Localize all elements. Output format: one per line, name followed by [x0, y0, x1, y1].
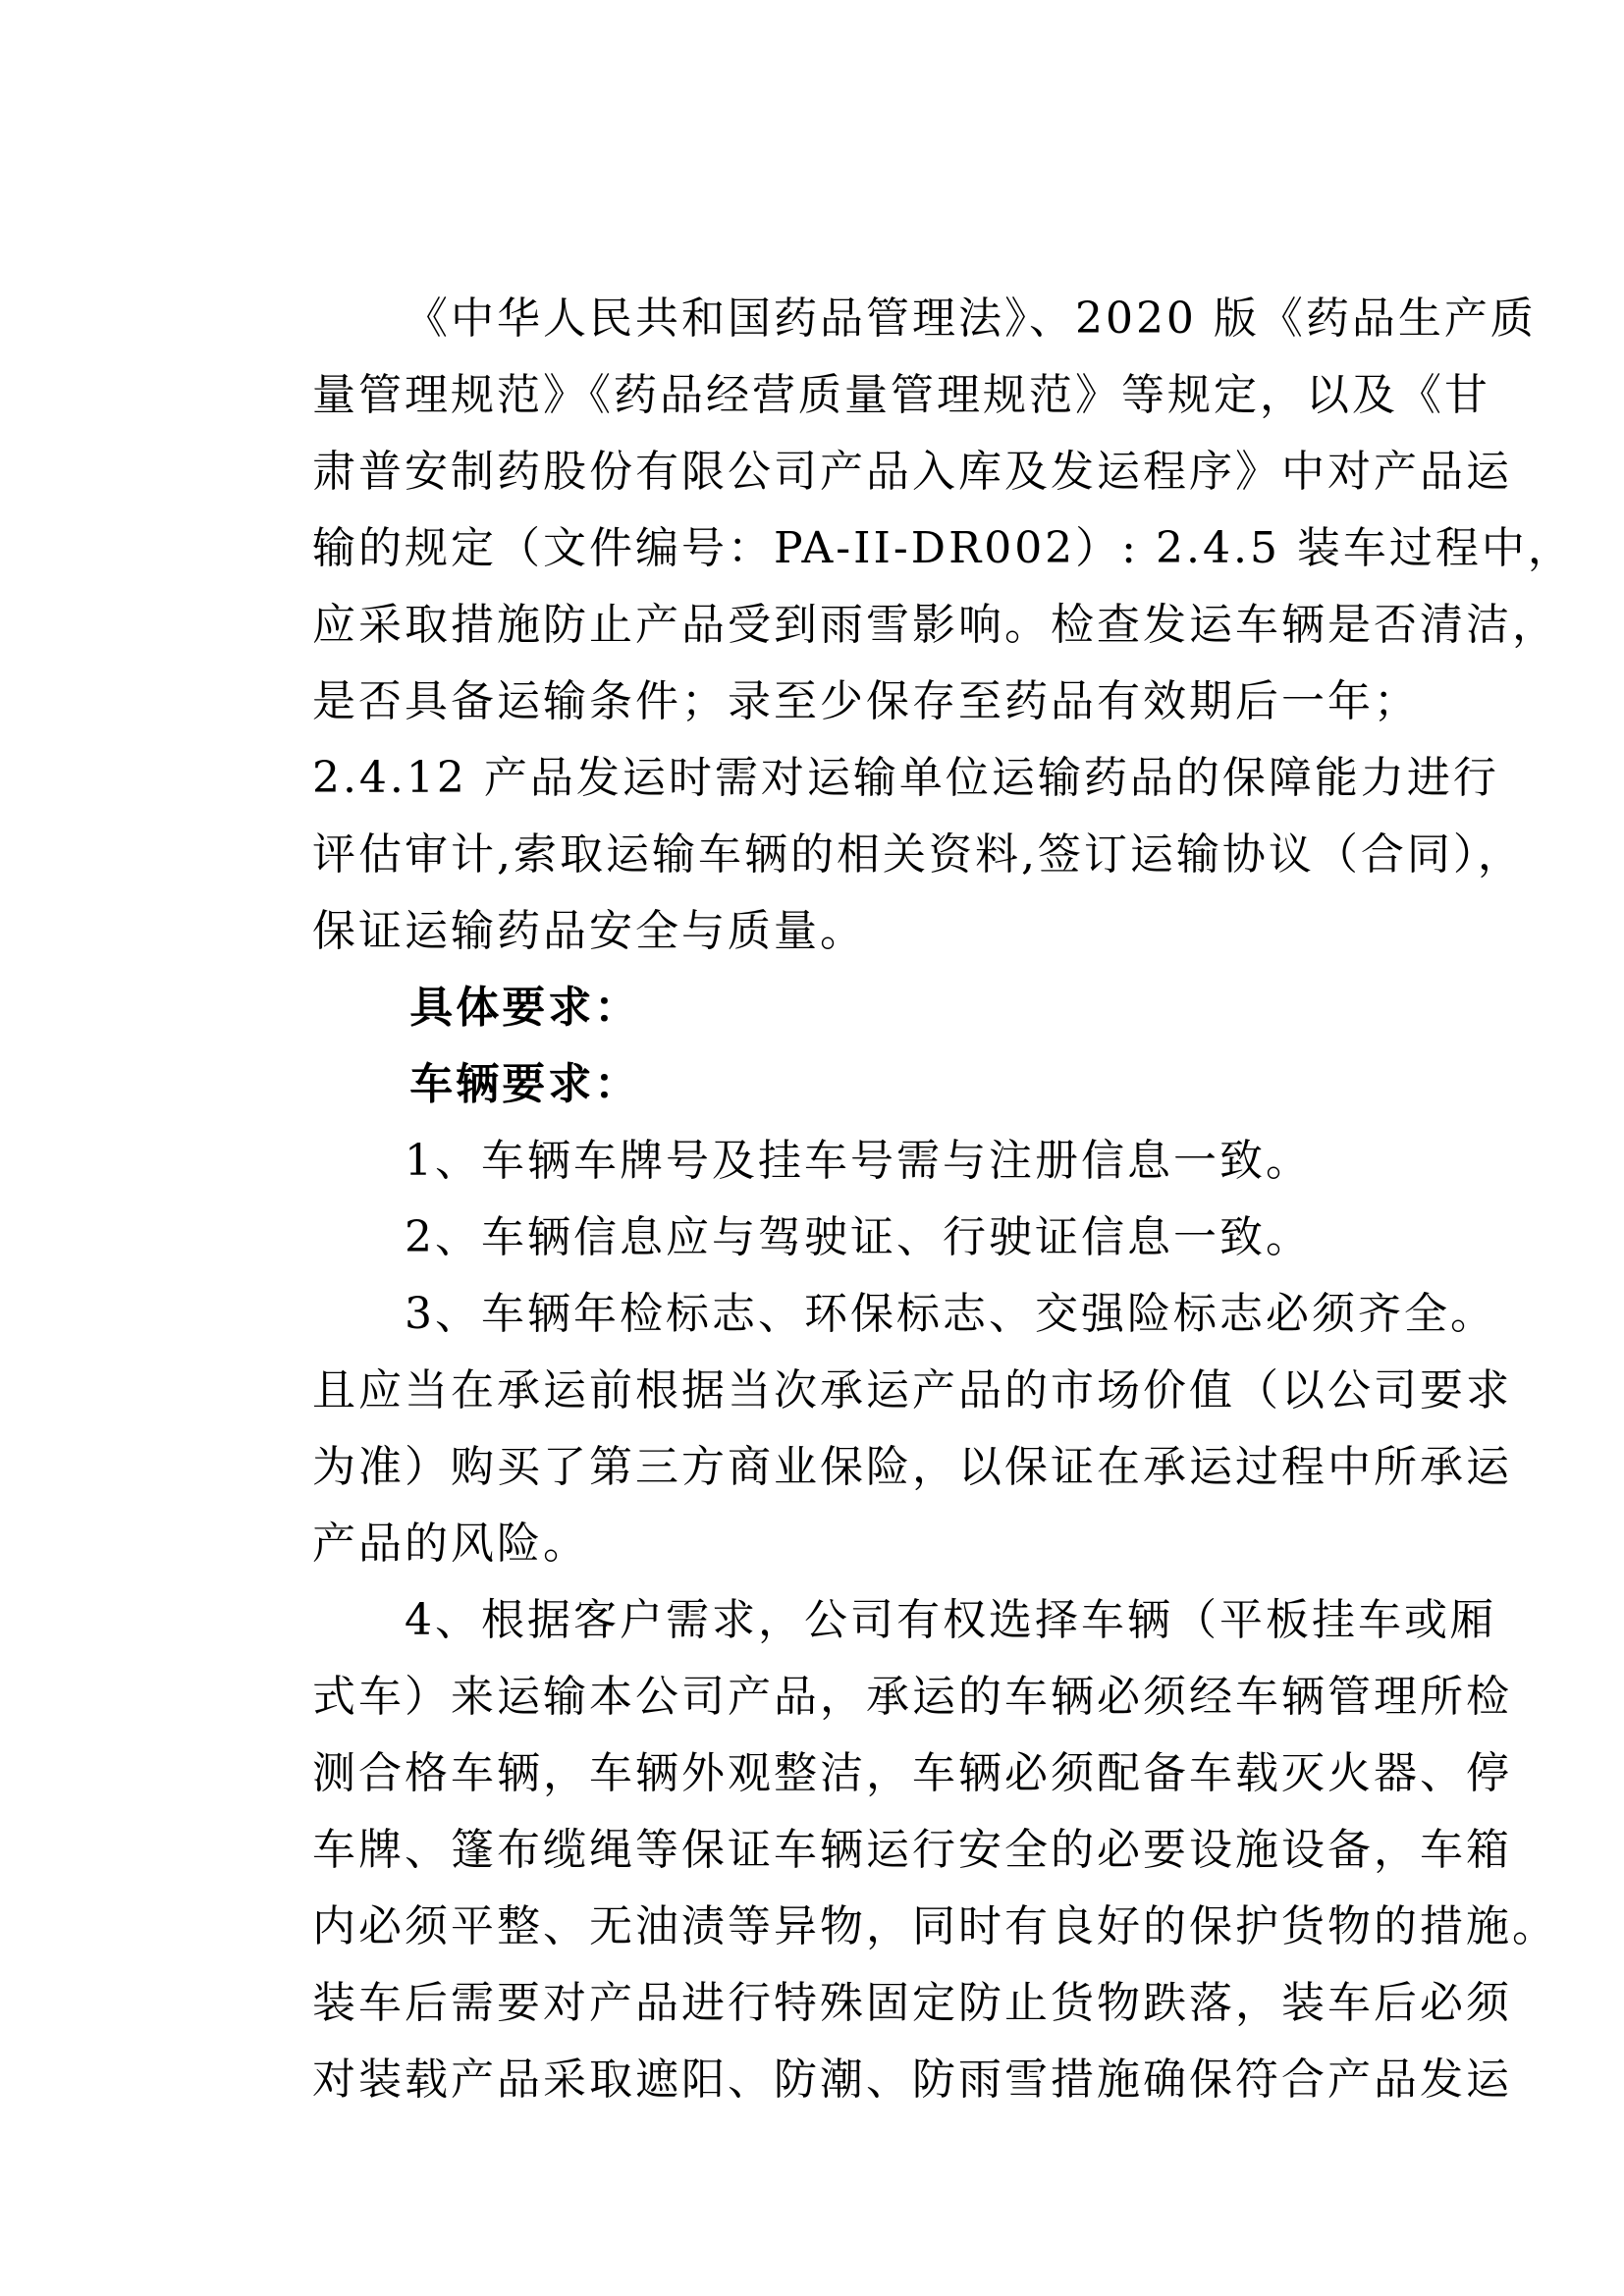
text-line-content: 式车）来运输本公司产品，承运的车辆必须经车辆管理所检 — [311, 1672, 1512, 1722]
text-line-content: 1、车辆车牌号及挂车号需与注册信息一致。 — [404, 1136, 1312, 1186]
text-line-content: 量管理规范》《药品经营质量管理规范》等规定，以及《甘 — [311, 370, 1490, 420]
text-line-content: 为准）购买了第三方商业保险，以保证在承运过程中所承运 — [311, 1442, 1512, 1492]
text-line-content: 具体要求： — [409, 983, 641, 1033]
text-line-content: 内必须平整、无油渍等异物，同时有良好的保护货物的措施。 — [311, 1901, 1558, 1951]
text-line-content: 是否具备运输条件；录至少保存至药品有效期后一年； — [311, 676, 1420, 726]
text-line-content: 评估审计,索取运输车辆的相关资料,签订运输协议（合同）， — [311, 829, 1524, 880]
text-line-content: 装车后需要对产品进行特殊固定防止货物跌落，装车后必须 — [311, 1978, 1512, 2028]
text-line-content: 产品的风险。 — [311, 1519, 589, 1569]
text-line-content: 肃普安制药股份有限公司产品入库及发运程序》中对产品运 — [311, 447, 1512, 497]
text-line-content: 《中华人民共和国药品管理法》、2020 版《药品生产质 — [404, 294, 1537, 344]
document-body — [245, 204, 1574, 2105]
text-line-content: 4、根据客户需求，公司有权选择车辆（平板挂车或厢 — [404, 1595, 1496, 1645]
text-line-content: 2、车辆信息应与驾驶证、行驶证信息一致。 — [404, 1212, 1312, 1262]
text-line-content: 且应当在承运前根据当次承运产品的市场价值（以公司要求 — [311, 1365, 1512, 1415]
text-line-content: 车牌、篷布缆绳等保证车辆运行安全的必要设施设备，车箱 — [311, 1825, 1512, 1875]
text-line-content: 应采取措施防止产品受到雨雪影响。检查发运车辆是否清洁， — [311, 600, 1558, 650]
text-line-content: 3、车辆年检标志、环保标志、交强险标志必须齐全。 — [404, 1289, 1496, 1339]
text-line-content: 对装载产品采取遮阳、防潮、防雨雪措施确保符合产品发运 — [311, 2055, 1512, 2105]
text-line-content: 保证运输药品安全与质量。 — [311, 906, 866, 956]
text-line — [245, 204, 1537, 344]
text-line-content: 车辆要求： — [409, 1059, 641, 1109]
text-line-content: 输的规定（文件编号：PA-II-DR002）: 2.4.5 装车过程中， — [311, 523, 1574, 573]
text-line-content: 测合格车辆，车辆外观整洁，车辆必须配备车载灭火器、停 — [311, 1748, 1512, 1798]
text-line-content: 2.4.12 产品发运时需对运输单位运输药品的保障能力进行 — [311, 753, 1499, 803]
